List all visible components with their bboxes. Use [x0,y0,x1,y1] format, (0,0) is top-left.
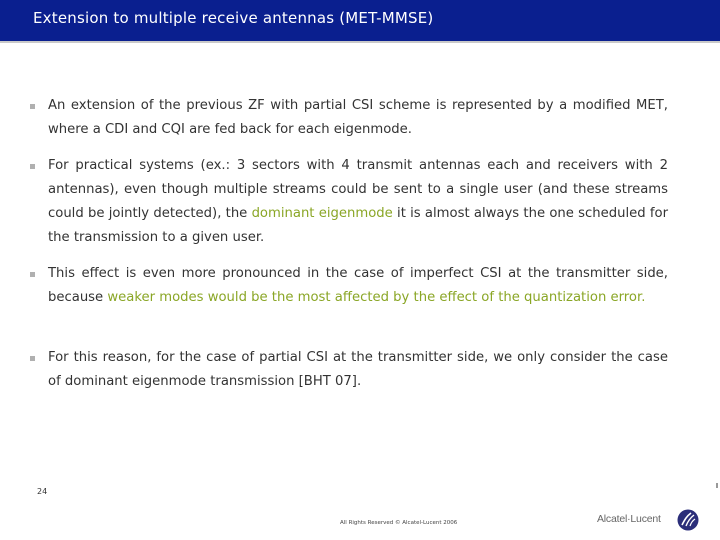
bullet-2 [48,154,668,250]
bullet-3 [48,262,668,310]
bullet-1 [48,94,668,142]
page-number: 24 [37,487,48,496]
bullet-3-highlight: weaker modes would be the most affected by the effect of the quantization error. [107,290,646,305]
logo-mark-icon [677,509,699,535]
logo-wordmark: Alcatel·Lucent [597,513,661,525]
edge-mark [716,483,718,488]
bullet-1-text: An extension of the previous ZF with partial CSI scheme is represented by a modified MET, where a CDI and CQI are fed back for each eigenmode. [48,98,668,137]
bullet-2-highlight: dominant eigenmode [251,206,393,221]
bullet-marker [30,164,35,169]
bullet-marker [30,356,35,361]
copyright-notice: All Rights Reserved © Alcatel-Lucent 2006 [340,520,458,526]
bullet-marker [30,104,35,109]
bullet-marker [30,272,35,277]
bullet-3-text-a: This effect is even more pronounced in the case of imperfect CSI at the transmitter side, because [48,266,668,305]
title-bar [0,0,720,41]
bullet-4-text: For this reason, for the case of partial CSI at the transmitter side, we only consider the case of dominant eigenmode transmission [BHT 07]. [48,350,668,389]
title-divider [0,41,720,43]
company-logo [597,508,707,532]
slide-title: Extension to multiple receive antennas (MET-MMSE) [33,9,434,27]
bullet-2-text-a: For practical systems (ex.: 3 sectors with 4 transmit antennas each and receivers with 2 antennas), even though multiple streams could be sent to a single user (and these streams could be jointly detected), the [48,158,668,221]
bullet-2-text-b: it is almost always the one scheduled for the transmission to a given user. [48,206,668,245]
bullet-4 [48,346,668,394]
